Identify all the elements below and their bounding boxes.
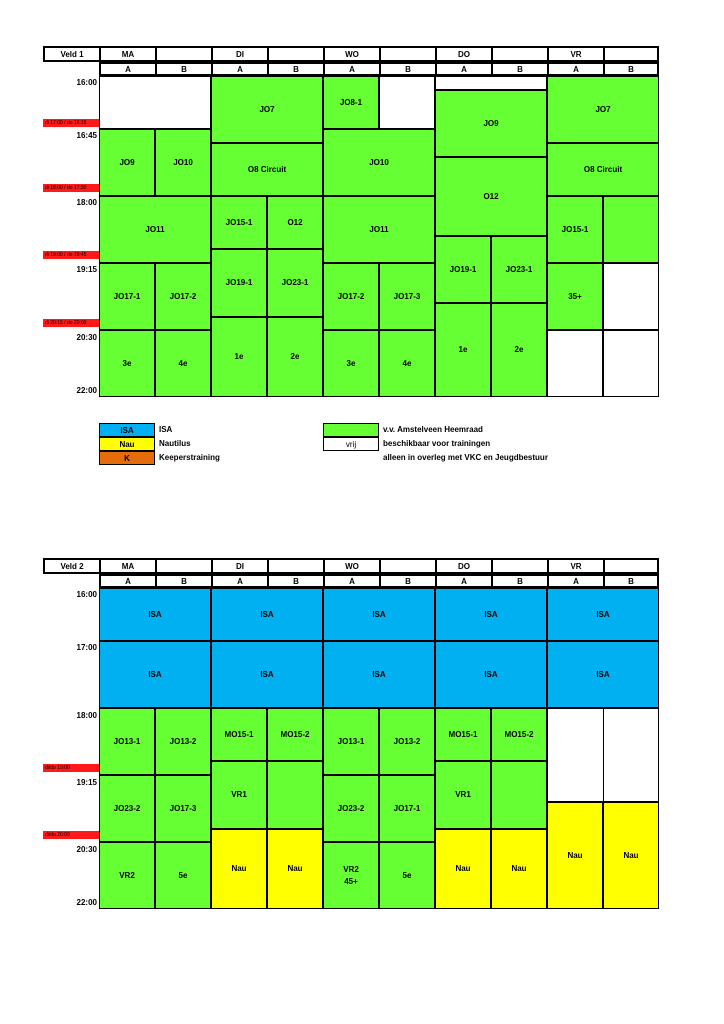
- time-label: 20:30: [76, 333, 97, 342]
- sub-header-b: B: [379, 574, 437, 588]
- time-note: di/do 20:00: [43, 831, 99, 839]
- sub-header-a: A: [547, 62, 605, 76]
- schedule-cell: ISA: [547, 588, 659, 641]
- cell-divider: [603, 708, 604, 802]
- sub-header-a: A: [547, 574, 605, 588]
- schedule-cell: VR1: [211, 761, 267, 829]
- day-header-vr: VR: [547, 558, 605, 574]
- schedule-cell: JO7: [547, 76, 659, 143]
- schedule-cell: 5e: [379, 842, 435, 909]
- schedule-cell: VR2 45+: [323, 842, 379, 909]
- schedule-cell: 1e: [211, 317, 267, 397]
- sub-header-a: A: [99, 62, 157, 76]
- schedule-cell: MO15-1: [435, 708, 491, 761]
- schedule-cell: JO15-1: [547, 196, 603, 263]
- schedule-cell: ISA: [99, 588, 211, 641]
- schedule-cell: Nau: [547, 802, 603, 909]
- schedule-cell: [491, 761, 547, 829]
- schedule-cell: JO17-1: [99, 263, 155, 330]
- day-header-blank: [379, 46, 437, 62]
- schedule-cell: Nau: [603, 802, 659, 909]
- day-header-blank: [267, 558, 325, 574]
- day-header-do: DO: [435, 558, 493, 574]
- schedule-cell: Nau: [435, 829, 491, 909]
- schedule-cell: JO23-1: [491, 236, 547, 303]
- schedule-cell: [99, 76, 211, 129]
- schedule-cell: 4e: [379, 330, 435, 397]
- legend-swatch-isa: ISA: [99, 423, 155, 437]
- veld1-title: Veld 1: [43, 46, 101, 62]
- sub-header-b: B: [155, 62, 213, 76]
- schedule-cell: JO17-2: [155, 263, 211, 330]
- schedule-cell: JO23-2: [323, 775, 379, 842]
- legend-swatch-k: K: [99, 451, 155, 465]
- time-label: 18:00: [76, 711, 97, 720]
- schedule-cell: JO19-1: [211, 249, 267, 317]
- day-header-blank: [267, 46, 325, 62]
- schedule-cell: ISA: [211, 641, 323, 708]
- sub-header-a: A: [211, 574, 269, 588]
- day-header-blank: [603, 558, 659, 574]
- schedule-cell: O8 Circuit: [547, 143, 659, 196]
- sub-header-a: A: [435, 62, 493, 76]
- day-header-blank: [379, 558, 437, 574]
- schedule-cell: [603, 196, 659, 263]
- legend-swatch-green: [323, 423, 379, 437]
- schedule-cell: [547, 330, 603, 397]
- legend-label-green: v.v. Amstelveen Heemraad: [383, 425, 483, 434]
- schedule-cell: Nau: [211, 829, 267, 909]
- schedule-cell: ISA: [435, 641, 547, 708]
- time-label: 22:00: [76, 898, 97, 907]
- schedule-cell: 5e: [155, 842, 211, 909]
- schedule-cell: [379, 76, 435, 129]
- day-header-blank: [491, 558, 549, 574]
- schedule-cell: ISA: [211, 588, 323, 641]
- schedule-cell: JO9: [99, 129, 155, 196]
- schedule-cell: VR2: [99, 842, 155, 909]
- time-label: 16:00: [76, 590, 97, 599]
- schedule-cell: [603, 330, 659, 397]
- day-header-wo: WO: [323, 46, 381, 62]
- schedule-cell: MO15-2: [491, 708, 547, 761]
- time-label: 17:00: [76, 643, 97, 652]
- sub-header-b: B: [491, 574, 549, 588]
- sub-header-b: B: [491, 62, 549, 76]
- legend-swatch-nau: Nau: [99, 437, 155, 451]
- schedule-cell: VR1: [435, 761, 491, 829]
- schedule-cell: JO8-1: [323, 76, 379, 129]
- day-header-ma: MA: [99, 46, 157, 62]
- time-label: 19:15: [76, 778, 97, 787]
- day-header-blank: [155, 46, 213, 62]
- schedule-cell: JO11: [323, 196, 435, 263]
- legend-label-k: Keeperstraining: [159, 453, 220, 462]
- schedule-cell: JO9: [435, 90, 547, 157]
- schedule-cell: JO13-1: [323, 708, 379, 775]
- day-header-blank: [603, 46, 659, 62]
- schedule-cell: 35+: [547, 263, 603, 330]
- schedule-cell: ISA: [99, 641, 211, 708]
- schedule-cell: O12: [267, 196, 323, 249]
- legend-label-vrij: beschikbaar voor trainingen: [383, 439, 491, 448]
- schedule-cell: MO15-1: [211, 708, 267, 761]
- time-note: di 17:00 / do 16:15: [43, 119, 99, 127]
- schedule-cell: 4e: [155, 330, 211, 397]
- sub-header-a: A: [323, 574, 381, 588]
- schedule-cell: [267, 761, 323, 829]
- day-header-blank: [491, 46, 549, 62]
- time-label: 19:15: [76, 265, 97, 274]
- sub-header-b: B: [155, 574, 213, 588]
- legend-note: alleen in overleg met VKC en Jeugdbestuur: [383, 453, 548, 462]
- schedule-cell: Nau: [267, 829, 323, 909]
- schedule-cell: O12: [435, 157, 547, 236]
- schedule-cell: ISA: [547, 641, 659, 708]
- schedule-cell: Nau: [491, 829, 547, 909]
- time-note: di/do 19:00: [43, 764, 99, 772]
- time-note: di 20:15 / do 20:00: [43, 319, 99, 327]
- schedule-cell: JO23-2: [99, 775, 155, 842]
- schedule-cell: ISA: [323, 588, 435, 641]
- schedule-cell: MO15-2: [267, 708, 323, 761]
- schedule-cell: JO10: [323, 129, 435, 196]
- sub-header-b: B: [603, 62, 659, 76]
- sub-header-a: A: [435, 574, 493, 588]
- schedule-cell: JO15-1: [211, 196, 267, 249]
- day-header-vr: VR: [547, 46, 605, 62]
- schedule-cell: 2e: [491, 303, 547, 397]
- time-label: 20:30: [76, 845, 97, 854]
- sub-header-b: B: [379, 62, 437, 76]
- day-header-do: DO: [435, 46, 493, 62]
- schedule-cell: JO17-3: [379, 263, 435, 330]
- day-header-di: DI: [211, 558, 269, 574]
- schedule-cell: O8 Circuit: [211, 143, 323, 196]
- day-header-wo: WO: [323, 558, 381, 574]
- legend-label-nau: Nautilus: [159, 439, 191, 448]
- schedule-cell: JO10: [155, 129, 211, 196]
- sub-header-b: B: [603, 574, 659, 588]
- time-note: di 18:00 / do 17:30: [43, 184, 99, 192]
- schedule-cell: [603, 263, 659, 330]
- schedule-cell: JO13-1: [99, 708, 155, 775]
- schedule-cell: 3e: [323, 330, 379, 397]
- schedule-cell: ISA: [435, 588, 547, 641]
- schedule-cell: JO13-2: [155, 708, 211, 775]
- sub-header-a: A: [99, 574, 157, 588]
- schedule-cell: JO17-2: [323, 263, 379, 330]
- day-header-blank: [155, 558, 213, 574]
- day-header-ma: MA: [99, 558, 157, 574]
- sub-header-b: B: [267, 62, 325, 76]
- time-label: 16:00: [76, 78, 97, 87]
- time-label: 16:45: [76, 131, 97, 140]
- time-label: 18:00: [76, 198, 97, 207]
- schedule-cell: JO19-1: [435, 236, 491, 303]
- schedule-cell: JO23-1: [267, 249, 323, 317]
- sub-header-a: A: [323, 62, 381, 76]
- schedule-cell: ISA: [323, 641, 435, 708]
- time-note: di 19:00 / do 18:45: [43, 251, 99, 259]
- sub-header-a: A: [211, 62, 269, 76]
- legend-swatch-vrij: vrij: [323, 437, 379, 451]
- legend-label-isa: ISA: [159, 425, 173, 434]
- schedule-cell: JO13-2: [379, 708, 435, 775]
- time-label: 22:00: [76, 386, 97, 395]
- schedule-cell: 1e: [435, 303, 491, 397]
- schedule-cell: 3e: [99, 330, 155, 397]
- day-header-di: DI: [211, 46, 269, 62]
- schedule-cell: JO11: [99, 196, 211, 263]
- schedule-cell: JO17-1: [379, 775, 435, 842]
- sub-header-b: B: [267, 574, 325, 588]
- schedule-cell: JO17-3: [155, 775, 211, 842]
- schedule-cell: JO7: [211, 76, 323, 143]
- veld2-title: Veld 2: [43, 558, 101, 574]
- schedule-cell: [435, 76, 547, 90]
- schedule-cell: 2e: [267, 317, 323, 397]
